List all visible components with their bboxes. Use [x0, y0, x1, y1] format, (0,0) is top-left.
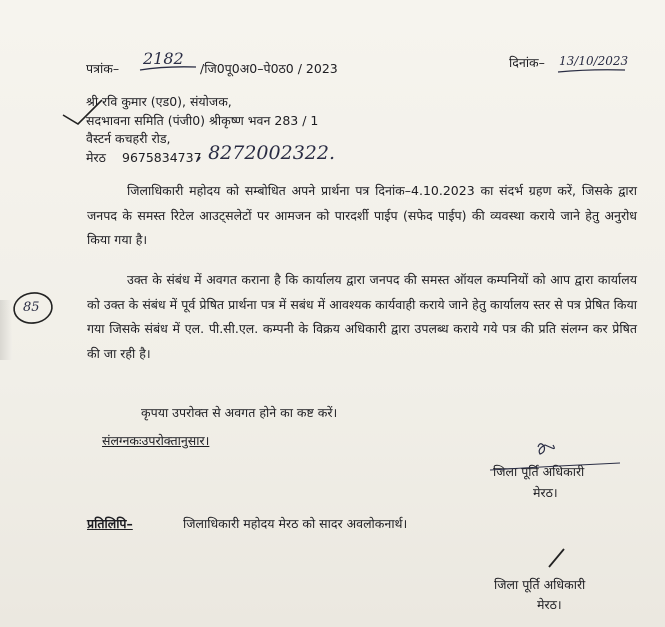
signature-2-title: जिला पूर्ति अधिकारी: [494, 577, 586, 592]
patrank-reference: /जि0पू0अ0–पे0ठ0 / 2023: [200, 61, 338, 76]
dinank-label: दिनांक–: [509, 55, 545, 70]
copy-label: प्रतिलिपि–: [87, 516, 133, 531]
margin-number-handwritten: 85: [23, 300, 40, 315]
addressee-line-2: सदभावना समिति (पंजी0) श्रीकृष्ण भवन 283 / 1: [86, 113, 319, 128]
body-paragraph-2: उक्त के संबंध में अवगत कराना है कि कार्यालय द्वारा जनपद की समस्त ऑयल कम्पनियों को आप द्वारा कार्यालय को उक्त के संबंध में पूर्व प्रेषित प्रार्थना पत्र में सबंध में आवश्यक कार्यवाही कराये जाने हेतु कार्यालय स्तर से पत्र प्रेषित किया गया जिसके संबंध में एल. पी.सी.एल. कम्पनी के विक्रय अधिकारी द्वारा उपलब्ध कराये गये पत्र की प्रति संलग्न कर प्रेषित की जा रही है।: [87, 272, 637, 361]
patrank-number-underline: [140, 67, 196, 70]
addressee-tick-mark: [63, 100, 102, 124]
signature-2-mark: [549, 549, 564, 567]
body-paragraph-3: कृपया उपरोक्त से अवगत होने का कष्ट करें।: [141, 405, 338, 420]
addressee-line-1: श्री रवि कुमार (एड0), संयोजक,: [86, 94, 232, 109]
addressee-city: मेरठ: [86, 150, 106, 165]
signature-1-place: मेरठ।: [533, 485, 558, 500]
signature-1-stroke: [490, 463, 620, 470]
signature-2-place: मेरठ।: [537, 597, 562, 612]
signature-1-title: जिला पूर्ति अधिकारी: [493, 464, 585, 479]
addressee-phone: 9675834737: [122, 150, 202, 165]
patrank-label: पत्रांक–: [86, 61, 120, 76]
date-underline: [558, 70, 625, 72]
enclosure-note: संलग्नकःउपरोक्तानुसार।: [102, 433, 210, 448]
addressee-phone-handwritten: , 8272002322.: [196, 142, 336, 164]
signature-1-initials: [538, 444, 554, 454]
addressee-line-3: वैस्टर्न कचहरी रोड,: [86, 131, 171, 146]
margin-number-circle: [12, 291, 54, 326]
copy-text: जिलाधिकारी महोदय मेरठ को सादर अवलोकनार्थ।: [183, 516, 408, 531]
dinank-handwritten: 13/10/2023: [559, 54, 629, 68]
body-paragraph-1: जिलाधिकारी महोदय को सम्बोधित अपने प्रार्थना पत्र दिनांक–4.10.2023 का संदर्भ ग्रहण करें, जिसके द्वारा जनपद के समस्त रिटेल आउट्सलेटों पर आमजन को पारदर्शी पाईप (सफेद पाईप) की व्यवस्था कराये जाने हेतु अनुरोध किया गया है।: [87, 183, 637, 247]
patrank-number-handwritten: 2182: [143, 49, 184, 68]
